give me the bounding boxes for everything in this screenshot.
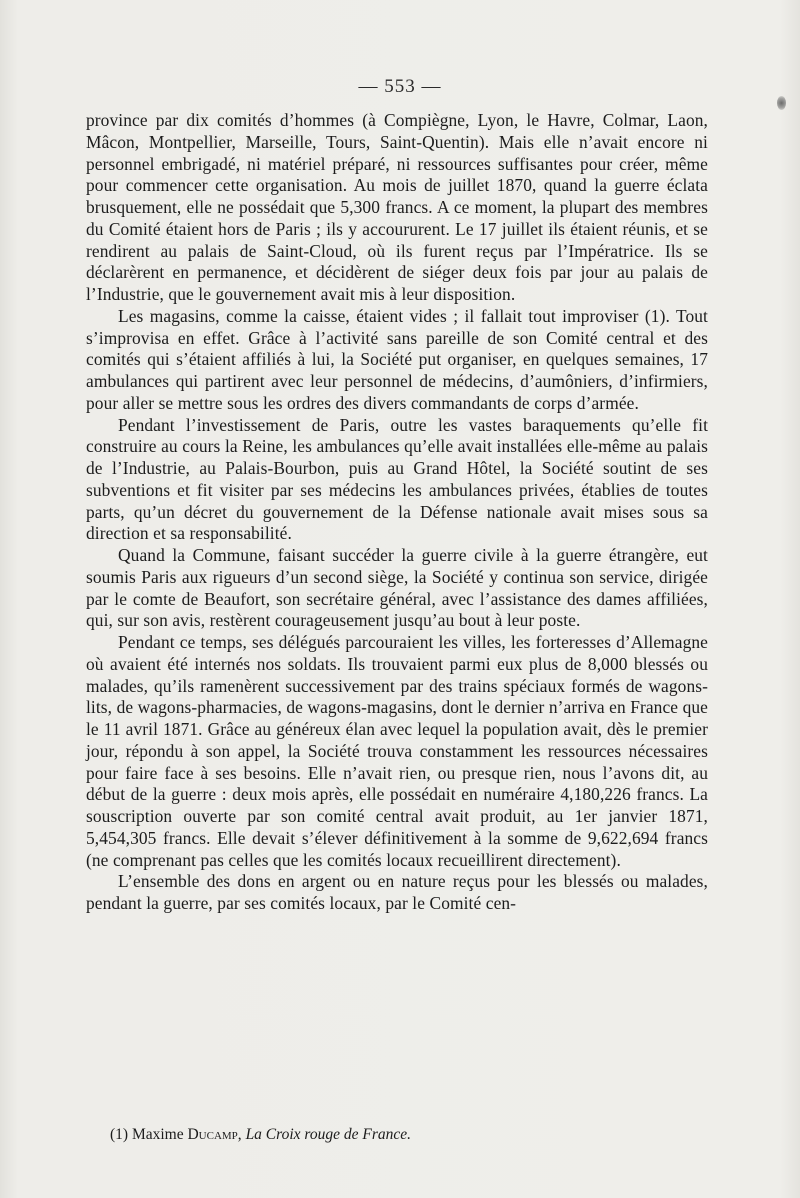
ink-smudge: [777, 96, 786, 110]
footnote-author-last: Ducamp,: [187, 1126, 242, 1143]
paragraph-5: Pendant ce temps, ses délégués parcouraient les villes, les forteresses d’Allemagne où avaient été internés nos soldats. Ils trouvaient parmi eux plus de 8,000 blessés ou malades, qu’ils ramenèrent successivement par des trains spéciaux formés de wagons-lits, de wagons-pharmacies, de wagons-magasins, dont le dernier n’arriva en France que le 11 avril 1871. Grâce au généreux élan avec lequel la population avait, dès le premier jour, répondu à son appel, la Société trouva constamment les ressources nécessaires pour faire face à ses besoins. Elle n’avait rien, ou presque rien, nous l’avons dit, au début de la guerre : deux mois après, elle possédait en numéraire 4,180,226 francs. La souscription ouverte par son comité central avait produit, au 1er janvier 1871, 5,454,305 francs. Elle devait s’élever définitivement à la somme de 9,622,694 francs (ne comprenant pas celles que les comités locaux recueillirent directement).: [86, 632, 708, 870]
footnote-author-first: Maxime: [131, 1126, 184, 1143]
footnote-title: La Croix rouge de France.: [245, 1126, 412, 1143]
paragraph-1: province par dix comités d’hommes (à Compiègne, Lyon, le Havre, Colmar, Laon, Mâcon, Montpellier, Marseille, Tours, Saint-Quentin). Mais elle n’avait encore ni personnel embrigadé, ni matériel préparé, ni ressources suffisantes pour créer, même pour commencer cette organisation. Au mois de juillet 1870, quand la guerre éclata brusquement, elle ne possédait que 5,300 francs. A ce moment, la plupart des membres du Comité étaient hors de Paris ; ils y accoururent. Le 17 juillet ils étaient réunis, et se rendirent au palais de Saint-Cloud, où ils furent reçus par l’Impératrice. Ils se déclarèrent en permanence, et décidèrent de siéger deux fois par jour au palais de l’Industrie, que le gouvernement avait mis à leur disposition.: [86, 110, 708, 304]
paragraph-6: L’ensemble des dons en argent ou en nature reçus pour les blessés ou malades, pendant la guerre, par ses comités locaux, par le Comité cen-: [86, 871, 708, 913]
paragraph-4: Quand la Commune, faisant succéder la guerre civile à la guerre étrangère, eut soumis Paris aux rigueurs d’un second siège, la Société y continua son service, dirigée par le comte de Beaufort, son secrétaire général, avec l’assistance des dames affiliées, qui, sur son avis, restèrent courageusement jusqu’au bout à leur poste.: [86, 545, 708, 631]
footnote-marker: (1): [110, 1126, 129, 1143]
paragraph-2: Les magasins, comme la caisse, étaient vides ; il fallait tout improviser (1). Tout s’improvisa en effet. Grâce à l’activité sans pareille de son Comité central et des comités qui s’étaient affiliés à lui, la Société put organiser, en quelques semaines, 17 ambulances qui partirent avec leur personnel de médecins, d’aumôniers, d’infirmiers, pour aller se mettre sous les ordres des divers commandants de corps d’armée.: [86, 305, 708, 413]
paragraph-3: Pendant l’investissement de Paris, outre les vastes baraquements qu’elle fit construire au cours la Reine, les ambulances qu’elle avait installées elle-même au palais de l’Industrie, au Palais-Bourbon, puis au Grand Hôtel, la Société soutint de ses subventions et fit visiter par ses médecins les ambulances privées, établies de toutes parts, qu’un décret du gouvernement de la Défense nationale avait mises sous sa direction et sa responsabilité.: [86, 414, 708, 544]
footnote: [110, 1125, 710, 1145]
page-number: — 553 —: [358, 76, 442, 97]
body-text: [86, 110, 708, 915]
